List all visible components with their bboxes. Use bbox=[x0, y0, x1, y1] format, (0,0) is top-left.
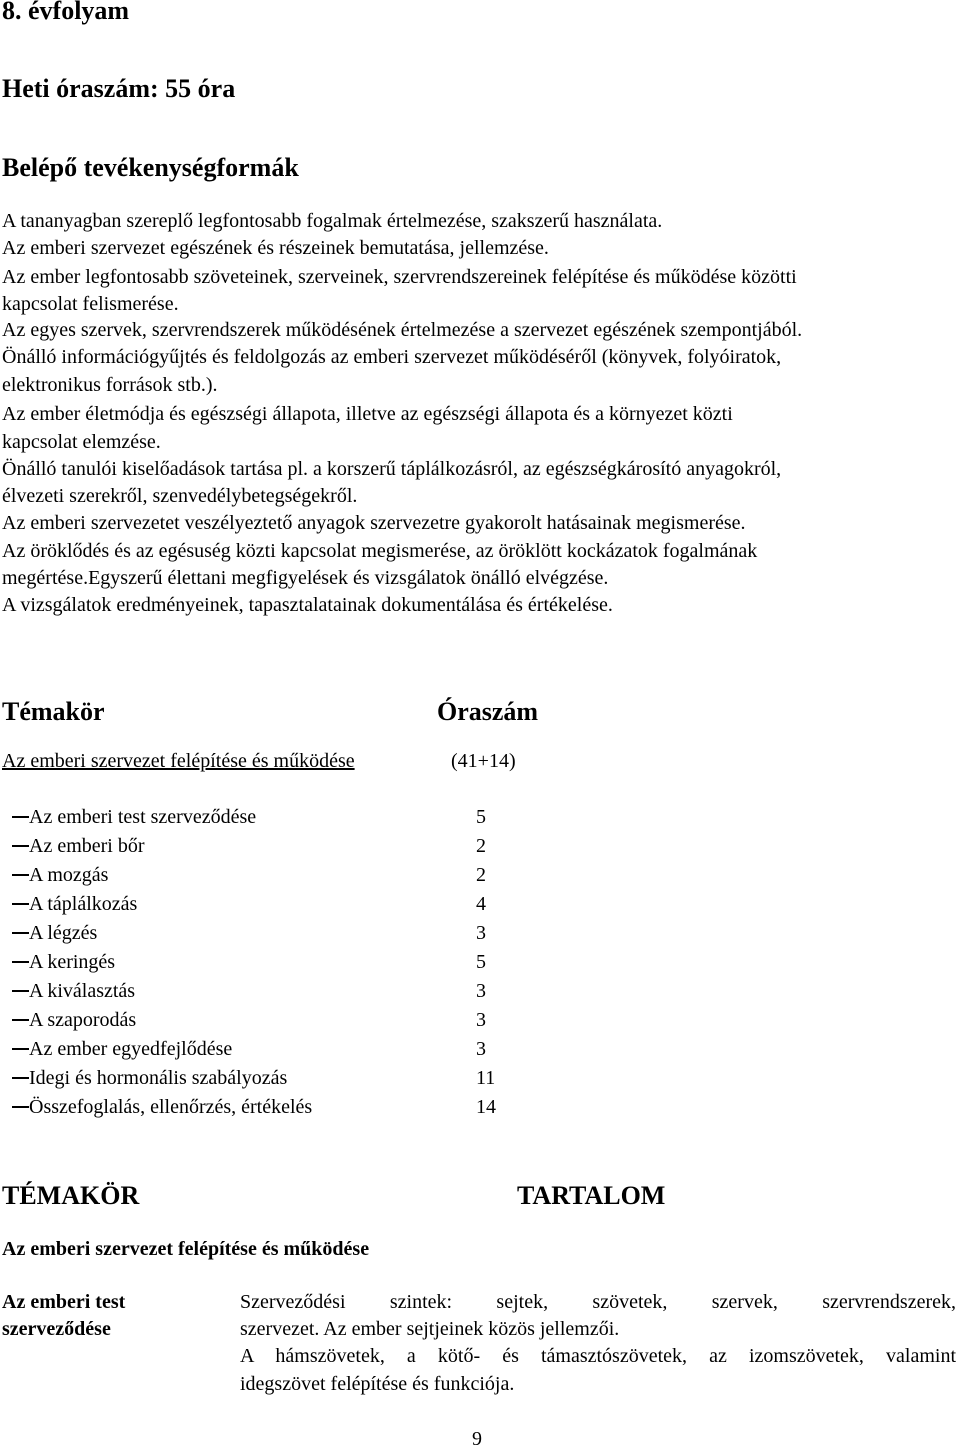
dash-bullet-icon bbox=[12, 1019, 29, 1021]
topic-row bbox=[12, 919, 486, 948]
topic-hours: 2 bbox=[476, 864, 486, 886]
activity-line: Az emberi szervezetet veszélyeztető anyagok szervezetre gyakorolt hatásainak megismerése. bbox=[2, 512, 746, 534]
sub-topic-line: Az emberi test bbox=[2, 1291, 126, 1313]
topic-hours: 3 bbox=[476, 1009, 486, 1031]
hours-column-header: Óraszám bbox=[437, 697, 539, 726]
content-line: szervezet. Az ember sejtjeinek közös jellemzői. bbox=[240, 1318, 620, 1340]
dash-bullet-icon bbox=[12, 874, 29, 876]
topic-label: A kiválasztás bbox=[29, 980, 136, 1002]
activity-line: Az egyes szervek, szervrendszerek működésének értelmezése a szervezet egészének szempontjából. bbox=[2, 319, 803, 341]
topic-hours: 3 bbox=[476, 980, 486, 1002]
activity-line: Önálló információgyűjtés és feldolgozás az emberi szervezet működéséről (könyvek, folyóiratok, bbox=[2, 346, 782, 368]
topic-hours: 2 bbox=[476, 835, 486, 857]
topic-label: Az emberi test szerveződése bbox=[29, 806, 257, 828]
activity-line: A vizsgálatok eredményeinek, tapasztalatainak dokumentálása és értékelése. bbox=[2, 594, 613, 616]
topic-row bbox=[12, 1064, 496, 1093]
topic-hours: 11 bbox=[476, 1067, 496, 1089]
page-number: 9 bbox=[472, 1428, 482, 1450]
dash-bullet-icon bbox=[12, 1106, 29, 1108]
topic-hours: 3 bbox=[476, 1038, 486, 1060]
dash-bullet-icon bbox=[12, 845, 29, 847]
topic-row bbox=[12, 803, 486, 832]
topic-label: A légzés bbox=[29, 922, 98, 944]
content-line: idegszövet felépítése és funkciója. bbox=[240, 1373, 515, 1395]
topic-hours: 5 bbox=[476, 806, 486, 828]
topic-hours: 14 bbox=[476, 1096, 496, 1118]
topic-row bbox=[12, 1035, 486, 1064]
topic-row bbox=[12, 1006, 486, 1035]
dash-bullet-icon bbox=[12, 932, 29, 934]
main-topic-hours: (41+14) bbox=[451, 750, 516, 772]
activity-line: Az ember legfontosabb szöveteinek, szerveinek, szervrendszereinek felépítése és működése közötti bbox=[2, 266, 797, 288]
topic-row bbox=[12, 890, 486, 919]
dash-bullet-icon bbox=[12, 990, 29, 992]
dash-bullet-icon bbox=[12, 1077, 29, 1079]
content-line: A hámszövetek, a kötő- és támasztószövetek, az izomszövetek, valamint bbox=[240, 1345, 956, 1367]
weekly-hours-heading: Heti óraszám: 55 óra bbox=[2, 74, 236, 103]
topic-label: Összefoglalás, ellenőrzés, értékelés bbox=[29, 1096, 313, 1118]
dash-bullet-icon bbox=[12, 816, 29, 818]
activity-line: A tananyagban szereplő legfontosabb fogalmak értelmezése, szakszerű használata. bbox=[2, 210, 663, 232]
content-topic-header: TÉMAKÖR bbox=[2, 1181, 140, 1210]
activity-line: Önálló tanulói kiselőadások tartása pl. a korszerű táplálkozásról, az egészségkárosító anyagokról, bbox=[2, 458, 782, 480]
topic-hours: 5 bbox=[476, 951, 486, 973]
activity-line: kapcsolat elemzése. bbox=[2, 431, 161, 453]
content-topic-title: Az emberi szervezet felépítése és működése bbox=[2, 1238, 370, 1260]
topic-label: A keringés bbox=[29, 951, 116, 973]
main-topic-label: Az emberi szervezet felépítése és működése bbox=[2, 750, 355, 772]
topic-hours: 3 bbox=[476, 922, 486, 944]
topic-label: Az emberi bőr bbox=[29, 835, 145, 857]
topic-label: A táplálkozás bbox=[29, 893, 138, 915]
grade-heading: 8. évfolyam bbox=[2, 0, 130, 25]
topic-row bbox=[12, 861, 486, 890]
topic-row bbox=[12, 832, 486, 861]
activity-line: megértése.Egyszerű élettani megfigyelések és vizsgálatok önálló elvégzése. bbox=[2, 567, 609, 589]
activity-line: Az emberi szervezet egészének és részeinek bemutatása, jellemzése. bbox=[2, 237, 549, 259]
sub-topic-line: szerveződése bbox=[2, 1318, 111, 1340]
activity-line: Az ember életmódja és egészségi állapota, illetve az egészségi állapota és a környezet közti bbox=[2, 403, 733, 425]
topic-label: Az ember egyedfejlődése bbox=[29, 1038, 233, 1060]
dash-bullet-icon bbox=[12, 903, 29, 905]
activity-line: élvezeti szerekről, szenvedélybetegségekről. bbox=[2, 485, 358, 507]
content-header: TARTALOM bbox=[517, 1181, 666, 1210]
topic-column-header: Témakör bbox=[2, 697, 105, 726]
topic-row bbox=[12, 948, 486, 977]
topic-label: A szaporodás bbox=[29, 1009, 137, 1031]
dash-bullet-icon bbox=[12, 961, 29, 963]
activity-line: kapcsolat felismerése. bbox=[2, 293, 179, 315]
topic-label: A mozgás bbox=[29, 864, 109, 886]
topic-label: Idegi és hormonális szabályozás bbox=[29, 1067, 288, 1089]
dash-bullet-icon bbox=[12, 1048, 29, 1050]
activity-line: Az öröklődés és az egésuség közti kapcsolat megismerése, az öröklött kockázatok fogalmának bbox=[2, 540, 758, 562]
section-title: Belépő tevékenységformák bbox=[2, 153, 299, 182]
activity-line: elektronikus források stb.). bbox=[2, 374, 218, 396]
topic-row bbox=[12, 1093, 496, 1122]
topic-hours: 4 bbox=[476, 893, 486, 915]
topic-row bbox=[12, 977, 486, 1006]
content-line: Szerveződési szintek: sejtek, szövetek, szervek, szervrendszerek, bbox=[240, 1291, 956, 1313]
